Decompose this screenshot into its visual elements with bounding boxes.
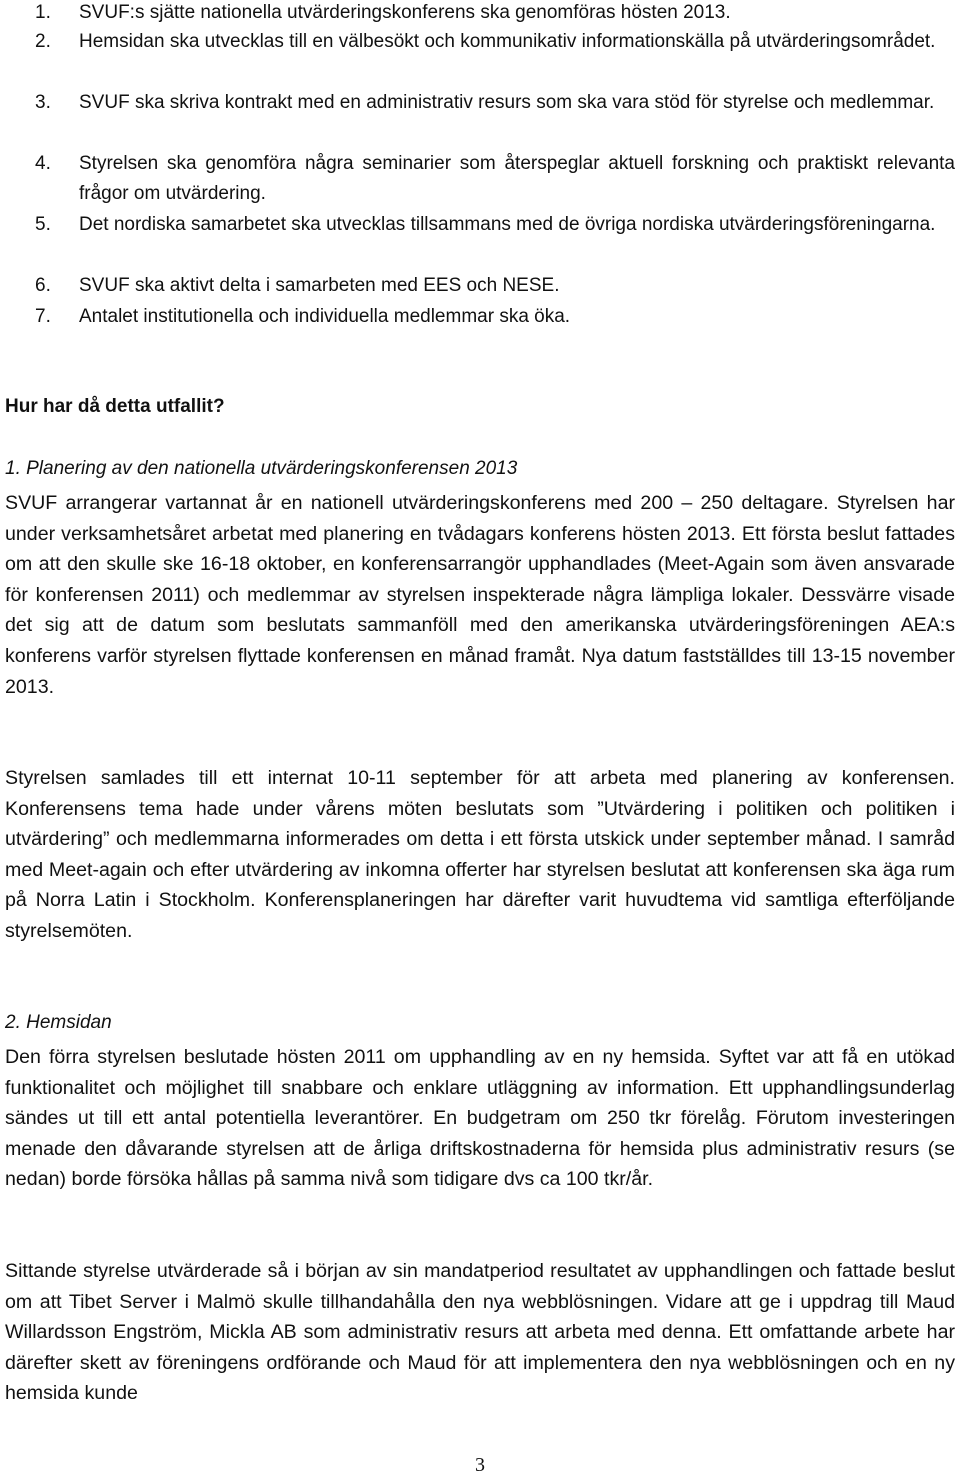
- goal-text: SVUF:s sjätte nationella utvärderingskonferens ska genomföras hösten 2013.: [79, 2, 731, 23]
- paragraph: Styrelsen samlades till ett internat 10-11 september för att arbeta med planering av konferensen. Konferensens tema hade under vårens möten beslutats som ”Utvärdering i politiken och politiken i utvärdering” och medlemmarna informerades om detta i ett första utskick under september månad. I samråd med Meet-again och efter utvärdering av inkomna offerter har styrelsen beslutat att konferensen ska äga rum på Norra Latin i Stockholm. Konferensplaneringen har därefter varit huvudtema vid samtliga efterföljande styrelsemöten.: [5, 767, 955, 942]
- goal-number: 1.: [35, 2, 51, 23]
- section-heading: 2. Hemsidan: [5, 1012, 112, 1033]
- goal-text: Styrelsen ska genomföra några seminarier som återspeglar aktuell forskning och praktiskt relevanta frågor om utvärdering.: [79, 153, 955, 204]
- paragraph: Sittande styrelse utvärderade så i början av sin mandatperiod resultatet av upphandlingen och fattade beslut om att Tibet Server i Malmö skulle tillhandahålla den nya webblösningen. Vidare att ge i uppdrag till Maud Willardsson Engström, Mickla AB som administrativ resurs att arbeta med denna. Ett omfattande arbete har därefter skett av föreningens ordförande och Maud för att implementera den nya webblösningen och en ny hemsida kunde: [5, 1260, 955, 1405]
- page-number: 3: [475, 1454, 485, 1476]
- goal-number: 6.: [35, 275, 51, 296]
- paragraph: Den förra styrelsen beslutade hösten 2011 om upphandling av en ny hemsida. Syftet var att få en utökad funktionalitet och möjlighet till snabbare och enklare utläggning av information. Ett upphandlingsunderlag sändes ut till ett antal potentiella leverantörer. En budgetram om 250 tkr förelåg. Förutom investeringen menade den dåvarande styrelsen att de årliga driftskostnaderna för hemsida plus administrativ resurs (se nedan) borde försöka hållas på samma nivå som tidigare dvs ca 100 tkr/år.: [5, 1046, 955, 1191]
- document-page: [5, 0, 955, 1476]
- goal-text: SVUF ska aktivt delta i samarbeten med EES och NESE.: [79, 275, 560, 296]
- goal-text: Hemsidan ska utvecklas till en välbesökt och kommunikativ informationskälla på utvärderingsområdet.: [79, 31, 936, 52]
- goal-number: 5.: [35, 214, 51, 235]
- goal-text: SVUF ska skriva kontrakt med en administrativ resurs som ska vara stöd för styrelse och medlemmar.: [79, 92, 935, 113]
- goal-number: 3.: [35, 92, 51, 113]
- section-heading: 1. Planering av den nationella utvärderingskonferensen 2013: [5, 458, 518, 479]
- goal-number: 4.: [35, 153, 51, 174]
- goal-number: 2.: [35, 31, 51, 52]
- goal-text: Det nordiska samarbetet ska utvecklas tillsammans med de övriga nordiska utvärderingsföreningarna.: [79, 214, 936, 235]
- goal-number: 7.: [35, 306, 51, 327]
- paragraph: SVUF arrangerar vartannat år en nationell utvärderingskonferens med 200 – 250 deltagare. Styrelsen har under verksamhetsåret arbetat med planering en tvådagars konferens hösten 2013. Ett första beslut fattades om att den skulle ske 16-18 oktober, en konferensarrangör upphandlades (Meet-Again som även ansvarade för konferensen 2011) och medlemmar av styrelsen inspekterade några lämpliga lokaler. Dessvärre visade det sig att de datum som beslutats sammanföll med den amerikanska utvärderingsföreningen AEA:s konferens varför styrelsen flyttade konferensen en månad framåt. Nya datum fastställdes till 13-15 november 2013.: [5, 492, 955, 698]
- goal-text: Antalet institutionella och individuella medlemmar ska öka.: [79, 306, 571, 327]
- outcome-heading: Hur har då detta utfallit?: [5, 396, 225, 417]
